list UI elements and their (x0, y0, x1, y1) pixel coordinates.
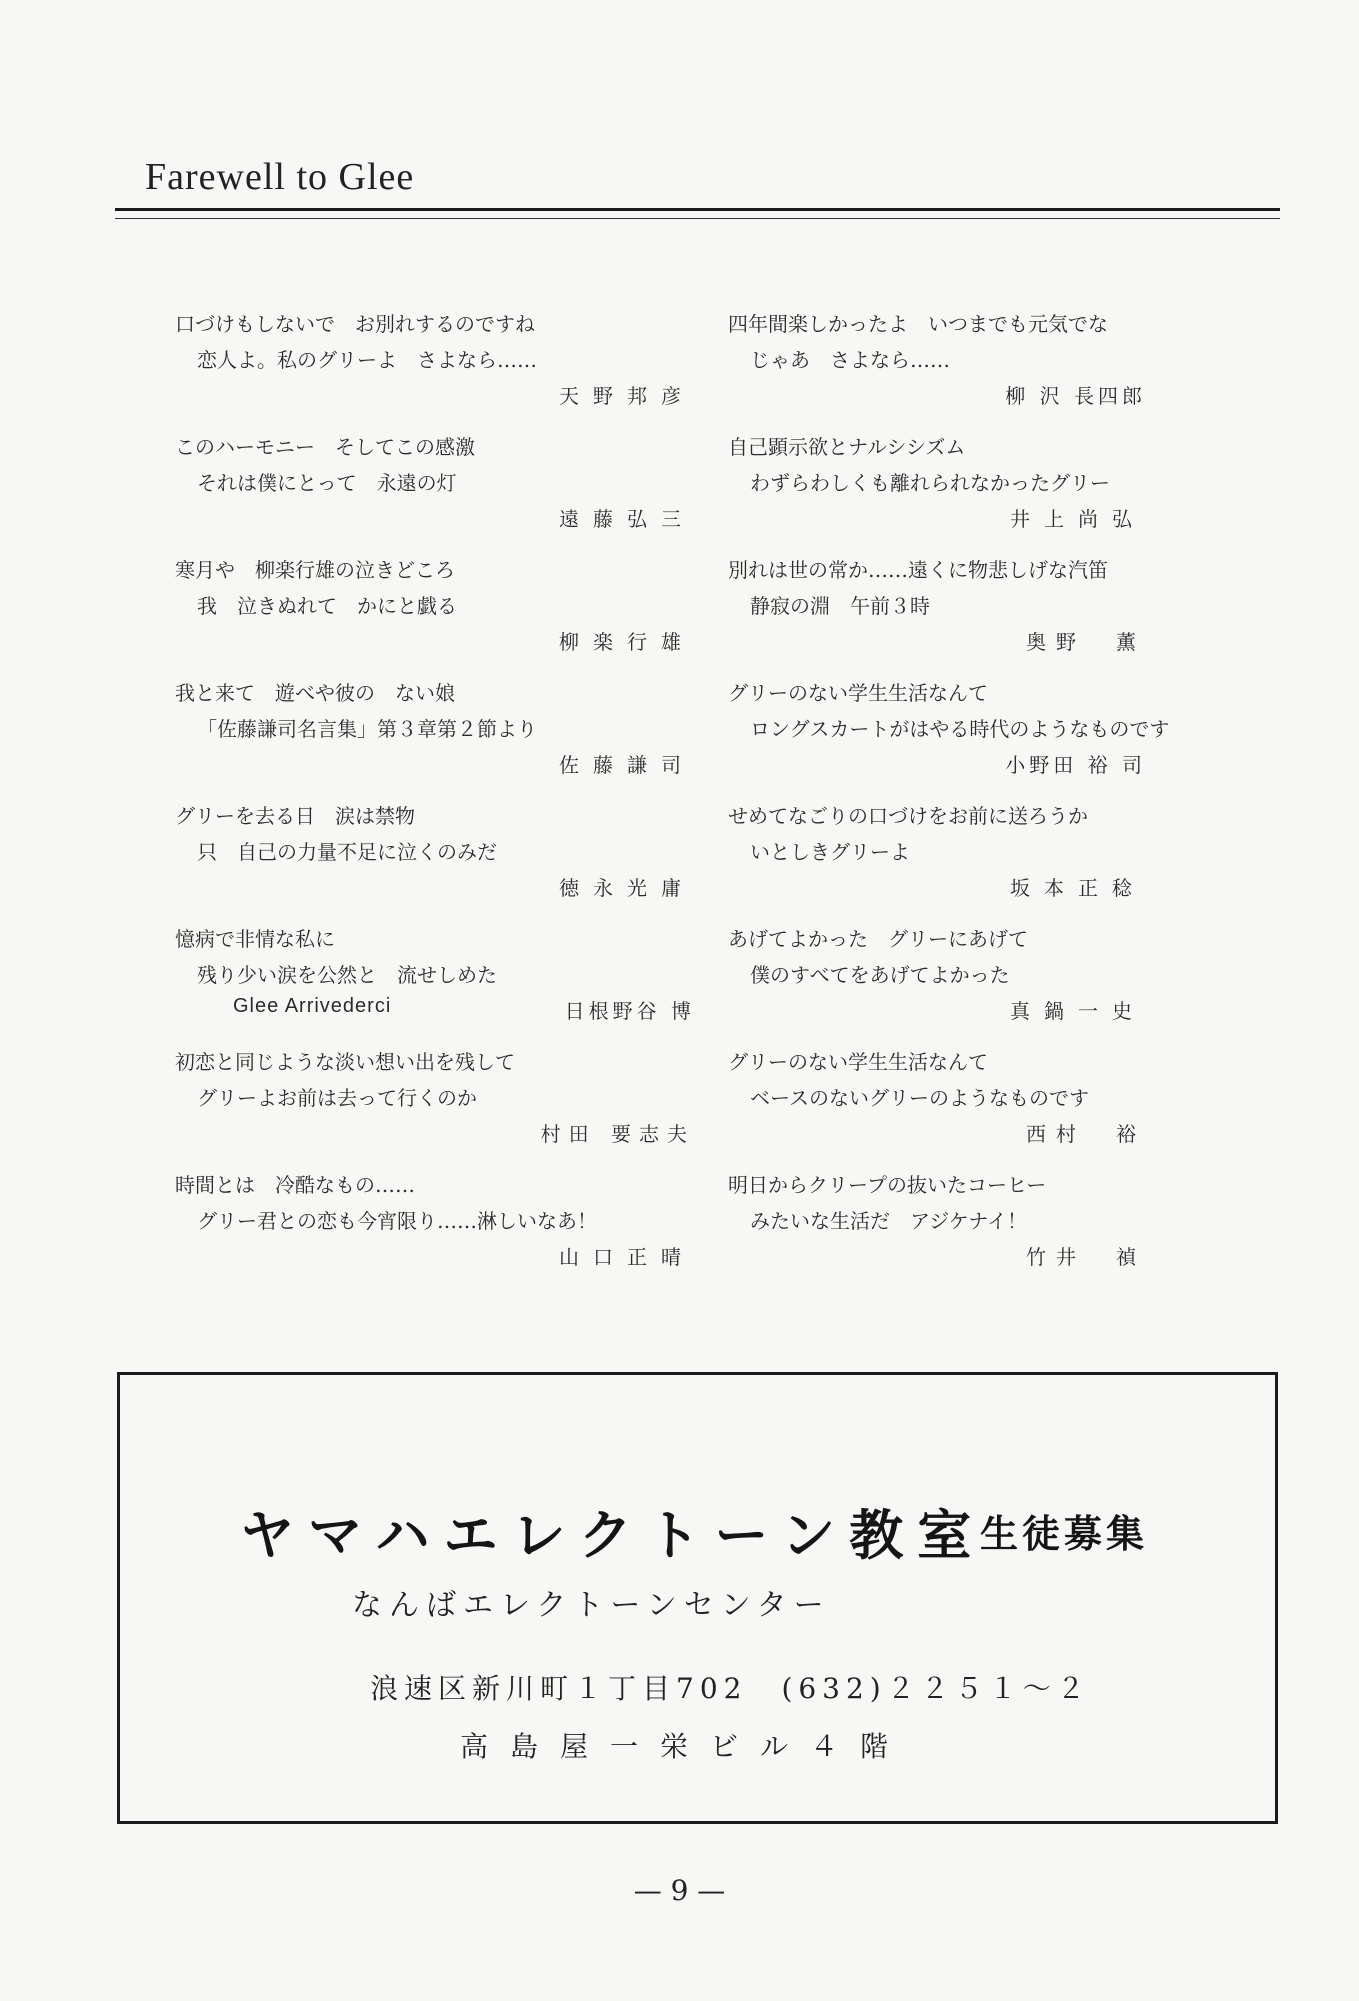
poem-line: 只 自己の力量不足に泣くのみだ (197, 840, 497, 864)
poem-entry (175, 1046, 695, 1169)
poem-line: 恋人よ。私のグリーよ さよなら…… (197, 348, 537, 372)
poem-line: 静寂の淵 午前３時 (750, 594, 930, 618)
poem-line: 我と来て 遊べや彼の ない娘 (175, 681, 455, 705)
advertisement-box (117, 1372, 1278, 1824)
poem-author: 日根野谷 博 (564, 999, 695, 1023)
poem-line: グリーのない学生生活なんて (728, 681, 988, 705)
poem-author: 小野田 裕 司 (1005, 753, 1146, 777)
poem-line: グリーを去る日 涙は禁物 (175, 804, 415, 828)
page-header-title: Farewell to Glee (145, 156, 415, 198)
poem-author: 佐藤謙司 (559, 753, 695, 777)
poem-line: 別れは世の常か……遠くに物悲しげな汽笛 (728, 558, 1108, 582)
poem-entry (728, 677, 1268, 800)
poem-author: 奥野 薫 (1026, 630, 1146, 654)
poem-author: 井上尚弘 (1010, 507, 1146, 531)
poem-entry (175, 431, 695, 554)
poem-entry (175, 554, 695, 677)
poem-author: 竹井 禎 (1026, 1245, 1146, 1269)
poem-author: 徳永光庸 (559, 876, 695, 900)
poem-line: いとしきグリーよ (750, 840, 910, 864)
poem-line: 初恋と同じような淡い想い出を残して (175, 1050, 515, 1074)
poem-entry (728, 800, 1268, 923)
poem-note: Glee Arrivederci (233, 995, 392, 1017)
poem-entry (175, 923, 695, 1046)
poem-line: じゃあ さよなら…… (750, 348, 950, 372)
ad-title: ヤマハエレクトーン教室 (240, 1504, 986, 1567)
header-rule-thin (115, 218, 1280, 219)
poem-entry (728, 308, 1268, 431)
poem-line: みたいな生活だ アジケナイ！ (750, 1209, 1027, 1233)
poem-author: 天野邦彦 (559, 384, 695, 408)
poem-line: ベースのないグリーのようなものです (750, 1086, 1089, 1110)
poem-entry (175, 800, 695, 923)
poem-entry (728, 1169, 1268, 1292)
ad-building: 高島屋一栄ビル４階 (460, 1730, 911, 1763)
poem-line: わずらわしくも離れられなかったグリー (750, 471, 1110, 495)
poem-line: 時間とは 冷酷なもの…… (175, 1173, 415, 1197)
ad-center-name: なんばエレクトーンセンター (352, 1588, 831, 1623)
poem-author: 村田 要志夫 (540, 1122, 695, 1146)
poem-author: 西村 裕 (1026, 1122, 1146, 1146)
poem-author: 真鍋一史 (1010, 999, 1146, 1023)
poem-line: せめてなごりの口づけをお前に送ろうか (728, 804, 1088, 828)
poem-line: 憶病で非情な私に (175, 927, 335, 951)
poem-line: このハーモニー そしてこの感激 (175, 435, 475, 459)
poem-line: ロングスカートがはやる時代のようなものです (750, 717, 1170, 741)
ad-subtitle: 生徒募集 (980, 1512, 1149, 1556)
ad-address: 浪速区新川町１丁目702 (632)２２５１〜２ (370, 1672, 1091, 1705)
poem-author: 柳楽行雄 (559, 630, 695, 654)
poem-entry (728, 554, 1268, 677)
poem-entry (175, 1169, 695, 1292)
poem-line: 四年間楽しかったよ いつまでも元気でな (728, 312, 1108, 336)
poem-line: グリーよお前は去って行くのか (197, 1086, 477, 1110)
poem-line: 寒月や 柳楽行雄の泣きどころ (175, 558, 455, 582)
poem-line: 僕のすべてをあげてよかった (750, 963, 1010, 987)
poem-author: 坂本正稔 (1010, 876, 1146, 900)
poem-entry (728, 1046, 1268, 1169)
poem-entry (728, 923, 1268, 1046)
header-rule-thick (115, 208, 1280, 211)
poem-line: 口づけもしないで お別れするのですね (175, 312, 535, 336)
poem-line: 我 泣きぬれて かにと戯る (197, 594, 457, 618)
poem-line: グリー君との恋も今宵限り……淋しいなあ！ (197, 1209, 597, 1233)
poem-line: 自己顕示欲とナルシシズム (728, 435, 966, 459)
page-number: — 9 — (633, 1874, 726, 1907)
poem-line: それは僕にとって 永遠の灯 (197, 471, 457, 495)
poem-entry (728, 431, 1268, 554)
poems-left-column (175, 308, 695, 1292)
poem-author: 遠藤弘三 (559, 507, 695, 531)
poem-line: 残り少い涙を公然と 流せしめた (197, 963, 497, 987)
poem-entry (175, 677, 695, 800)
poem-author: 山口正晴 (559, 1245, 695, 1269)
poem-entry (175, 308, 695, 431)
poem-author: 柳 沢 長四郎 (1005, 384, 1146, 408)
poems-right-column (728, 308, 1268, 1292)
poem-line: 明日からクリープの抜いたコーヒー (728, 1173, 1047, 1197)
poem-line: グリーのない学生生活なんて (728, 1050, 988, 1074)
poem-line: あげてよかった グリーにあげて (728, 927, 1028, 951)
poem-line: 「佐藤謙司名言集」第３章第２節より (197, 717, 537, 741)
